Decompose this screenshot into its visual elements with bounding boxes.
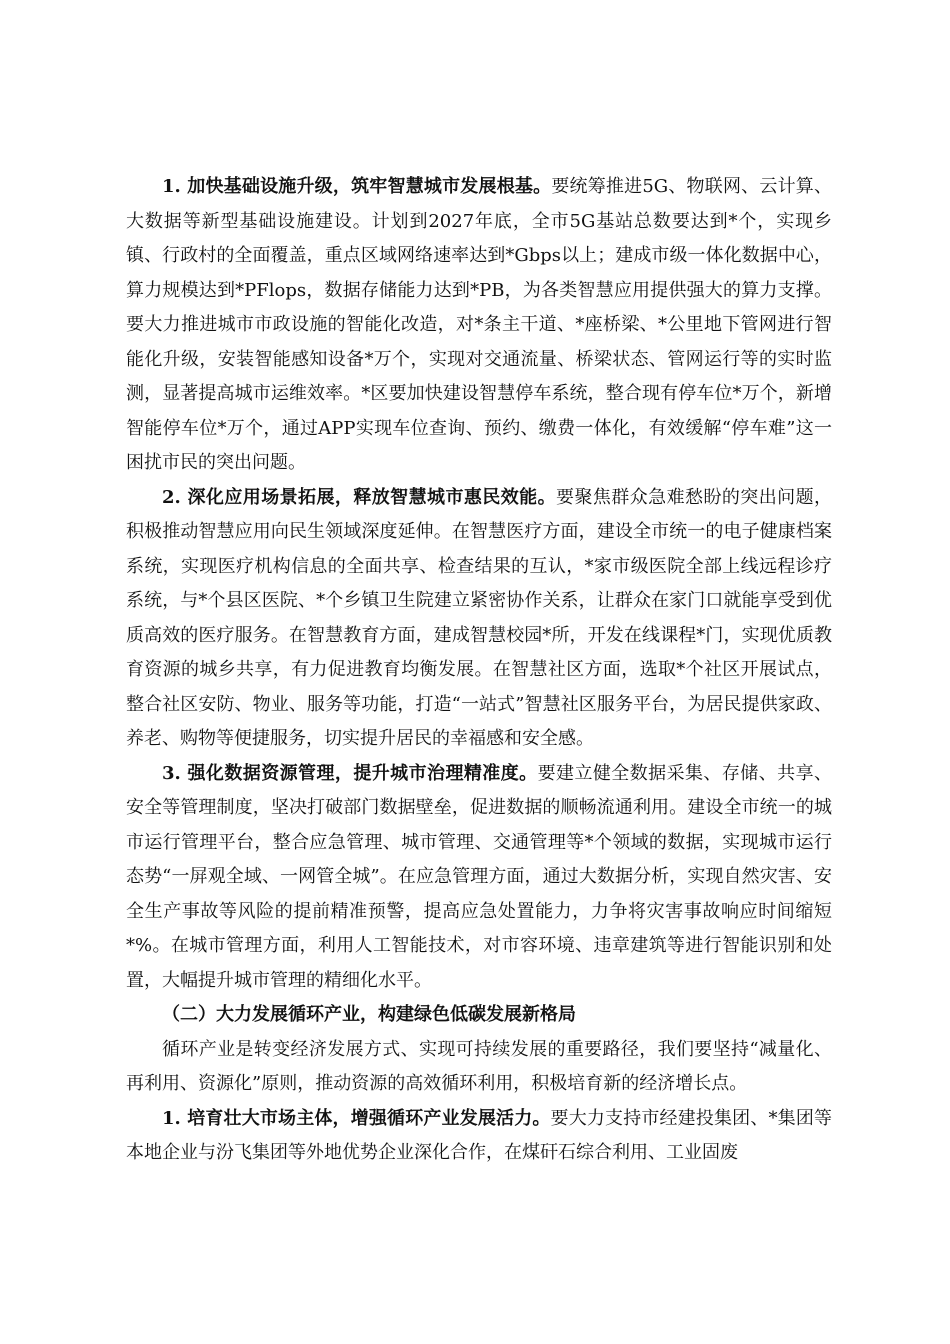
paragraph-application-scenarios: [126, 481, 832, 757]
paragraph-body-infrastructure: 要统筹推进5G、物联网、云计算、大数据等新型基础设施建设。计划到2027年底，全市5G基站总数要达到*个，实现乡镇、行政村的全面覆盖，重点区域网络速率达到*Gbps以上；建成市级一体化数据中心，算力规模达到*PFlops，数据存储能力达到*PB，为各类智慧应用提供强大的算力支撑。要大力推进城市市政设施的智能化改造，对*条主干道、*座桥梁、*公里地下管网进行智能化升级，安装智能感知设备*万个，实现对交通流量、桥梁状态、管网运行等的实时监测，显著提高城市运维效率。*区要加快建设智慧停车系统，整合现有停车位*万个，新增智能停车位*万个，通过APP实现车位查询、预约、缴费一体化，有效缓解“停车难”这一困扰市民的突出问题。: [126, 176, 832, 473]
paragraph-body-market-entities: 要大力支持市经建投集团、*集团等本地企业与汾飞集团等外地优势企业深化合作，在煤矸石综合利用、工业固废: [126, 1107, 833, 1163]
paragraph-market-entities: [126, 1102, 832, 1171]
paragraph-circular-intro: 循环产业是转变经济发展方式、实现可持续发展的重要路径，我们要坚持“减量化、再利用、资源化”原则，推动资源的高效循环利用，积极培育新的经济增长点。: [126, 1038, 832, 1094]
document-body: [126, 170, 832, 1171]
paragraph-lead-market-entities: 1. 培育壮大市场主体，增强循环产业发展活力。: [162, 1107, 551, 1129]
section-heading-circular-industry: （二）大力发展循环产业，构建绿色低碳发展新格局: [162, 1004, 576, 1025]
paragraph-lead-infrastructure: 1. 加快基础设施升级，筑牢智慧城市发展根基。: [162, 176, 552, 197]
paragraph-lead-application-scenarios: 2. 深化应用场景拓展，释放智慧城市惠民效能。: [162, 486, 557, 508]
paragraph-lead-data-management: 3. 强化数据资源管理，提升城市治理精准度。: [162, 762, 538, 784]
paragraph-data-management: [126, 757, 832, 999]
paragraph-infrastructure: [126, 170, 832, 481]
paragraph-body-application-scenarios: 要聚焦群众急难愁盼的突出问题，积极推动智慧应用向民生领域深度延伸。在智慧医疗方面，建设全市统一的电子健康档案系统，实现医疗机构信息的全面共享、检查结果的互认，*家市级医院全部上线远程诊疗系统，与*个县区医院、*个乡镇卫生院建立紧密协作关系，让群众在家门口就能享受到优质高效的医疗服务。在智慧教育方面，建成智慧校园*所，开发在线课程*门，实现优质教育资源的城乡共享，有力促进教育均衡发展。在智慧社区方面，选取*个社区开展试点，整合社区安防、物业、服务等功能，打造“一站式”智慧社区服务平台，为居民提供家政、养老、购物等便捷服务，切实提升居民的幸福感和安全感。: [126, 486, 833, 749]
paragraph-body-data-management: 要建立健全数据采集、存储、共享、安全等管理制度，坚决打破部门数据壁垒，促进数据的顺畅流通利用。建设全市统一的城市运行管理平台，整合应急管理、城市管理、交通管理等*个领域的数据，实现城市运行态势“一屏观全域、一网管全城”。在应急管理方面，通过大数据分析，实现自然灾害、安全生产事故等风险的提前精准预警，提高应急处置能力，力争将灾害事故响应时间缩短*%。在城市管理方面，利用人工智能技术，对市容环境、违章建筑等进行智能识别和处置，大幅提升城市管理的精细化水平。: [126, 762, 832, 991]
